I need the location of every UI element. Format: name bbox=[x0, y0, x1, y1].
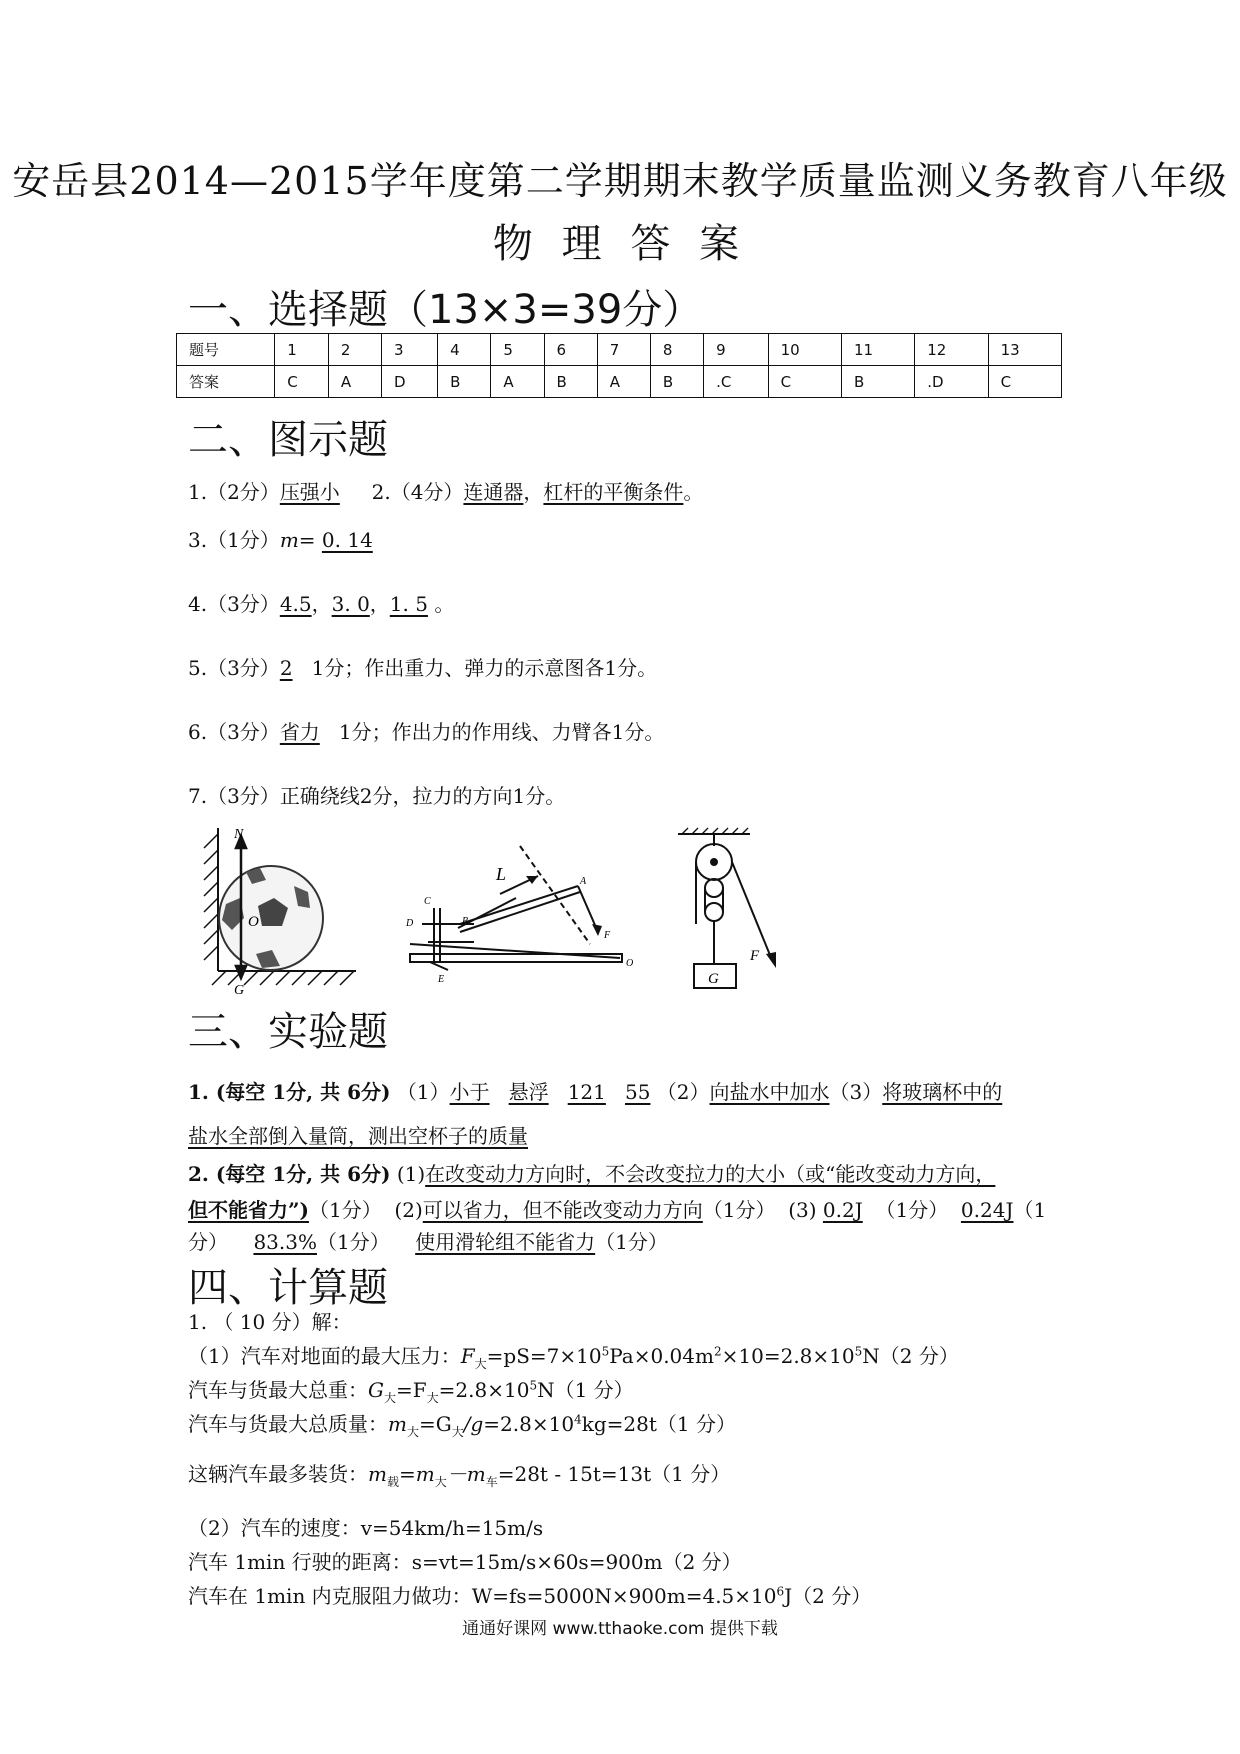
question-number: 1. (每空 1分, 共 6分) bbox=[188, 1080, 391, 1104]
calc-line-8 bbox=[188, 1580, 871, 1609]
calc-value: =pS=7×10 bbox=[486, 1344, 602, 1368]
section-heading-calculation: 四、计算题 bbox=[188, 1265, 388, 1311]
answer-text: 55 bbox=[624, 1080, 651, 1104]
score-note: （1分） bbox=[595, 1230, 668, 1254]
calc-value: ×10=2.8×10 bbox=[721, 1344, 855, 1368]
score-note: （1 bbox=[1013, 1198, 1047, 1222]
score-note: （1分） bbox=[702, 1198, 776, 1222]
answer-line-3-2b bbox=[188, 1194, 1046, 1223]
answer-text: 4.5 bbox=[279, 592, 312, 616]
table-cell: B bbox=[841, 366, 914, 398]
answer-text: 但不能省力”) bbox=[188, 1198, 309, 1222]
answer-text: 可以省力，但不能改变动力方向 bbox=[422, 1198, 703, 1222]
answer-text: 0.2J bbox=[822, 1198, 863, 1222]
answer-note: 1分；作出力的作用线、力臂各1分。 bbox=[338, 720, 665, 744]
page-subtitle: 物 理 答 案 bbox=[492, 221, 748, 267]
figure-label: E bbox=[438, 974, 445, 985]
calc-label: 汽车与货最大总重： bbox=[188, 1378, 368, 1402]
answer-text: 压强小 bbox=[279, 480, 340, 504]
figure-label: B bbox=[462, 916, 469, 927]
score-note: （1分） bbox=[316, 1230, 390, 1254]
page-footer: 通通好课网 www.tthaoke.com 提供下载 bbox=[462, 1619, 778, 1639]
answer-line-2-6 bbox=[188, 716, 664, 745]
answer-line-2-4 bbox=[188, 588, 454, 617]
answer-text: 省力 bbox=[279, 720, 320, 744]
calc-value: s=vt=15m/s×60s=900m（2 分） bbox=[411, 1550, 742, 1574]
table-cell: .C bbox=[704, 366, 769, 398]
answer-line-3-2a bbox=[188, 1158, 995, 1187]
score-note: （1分） bbox=[308, 1198, 382, 1222]
answer-text: 在改变动力方向时，不会改变拉力的大小（或“能改变动力方向， bbox=[425, 1162, 996, 1186]
figure-label: G bbox=[234, 983, 245, 996]
figure-label: D bbox=[406, 918, 414, 929]
ball-wall-figure bbox=[196, 826, 366, 996]
answer-text: 0. 14 bbox=[321, 528, 373, 552]
table-cell: C bbox=[768, 366, 841, 398]
answer-line-2-1 bbox=[188, 476, 703, 505]
punctuation: ， bbox=[311, 592, 332, 616]
table-cell: .D bbox=[915, 366, 988, 398]
answer-text: 悬浮 bbox=[508, 1080, 549, 1104]
table-cell: 5 bbox=[491, 334, 544, 366]
calc-label: （2）汽车的速度： bbox=[188, 1516, 361, 1540]
answer-text: 杠杆的平衡条件 bbox=[543, 480, 684, 504]
calc-line-6 bbox=[188, 1512, 543, 1541]
table-cell: B bbox=[650, 366, 703, 398]
question-number: 2.（4分） bbox=[371, 480, 464, 504]
answer-line-3-1b bbox=[188, 1120, 528, 1149]
subscript: 大 bbox=[426, 1391, 439, 1405]
punctuation: ， bbox=[523, 480, 544, 504]
page-title: 安岳县2014—2015学年度第二学期期末教学质量监测义务教育八年级 bbox=[12, 159, 1228, 203]
answer-line-2-5 bbox=[188, 652, 657, 681]
variable: m bbox=[388, 1412, 407, 1436]
calc-value: Pa×0.04m bbox=[609, 1344, 714, 1368]
table-cell: A bbox=[328, 366, 381, 398]
answer-note: 1分；作出重力、弹力的示意图各1分。 bbox=[311, 656, 658, 680]
exponent: 6 bbox=[776, 1584, 785, 1599]
equals: = bbox=[298, 528, 316, 552]
question-number: 4.（3分） bbox=[188, 592, 280, 616]
table-row-label: 答案 bbox=[177, 366, 275, 398]
calc-value: =G bbox=[418, 1412, 452, 1436]
variable: m bbox=[279, 528, 299, 552]
calc-line-7 bbox=[188, 1546, 742, 1575]
calc-value: =m bbox=[398, 1462, 435, 1486]
section-heading-choice: 一、选择题（13×3=39分） bbox=[188, 287, 703, 333]
table-cell: 10 bbox=[768, 334, 841, 366]
table-cell: 1 bbox=[275, 334, 329, 366]
answer-table bbox=[176, 333, 1062, 398]
table-cell: 7 bbox=[597, 334, 650, 366]
calc-label: 汽车 1min 行驶的距离： bbox=[188, 1550, 412, 1574]
figure-label: F bbox=[750, 948, 760, 964]
figure-label: L bbox=[496, 864, 507, 884]
score-note: 分） bbox=[188, 1230, 228, 1254]
exponent: 2 bbox=[713, 1344, 722, 1359]
figure-label: F bbox=[604, 930, 611, 941]
variable: m bbox=[368, 1462, 387, 1486]
table-cell: 9 bbox=[704, 334, 769, 366]
answer-text: 2 bbox=[279, 656, 293, 680]
section-heading-diagram: 二、图示题 bbox=[188, 417, 388, 463]
answer-line-3-1a bbox=[188, 1076, 1002, 1105]
table-row bbox=[177, 334, 1062, 366]
exponent: 4 bbox=[574, 1412, 582, 1427]
answer-text: 121 bbox=[567, 1080, 606, 1104]
subscript: 大 bbox=[474, 1357, 487, 1371]
calc-value: =28t - 15t=13t（1 分） bbox=[497, 1462, 731, 1486]
part-number: (3) bbox=[788, 1198, 817, 1222]
table-cell: 2 bbox=[328, 334, 381, 366]
table-cell: A bbox=[491, 366, 544, 398]
figure-label: O bbox=[626, 958, 634, 969]
table-cell: 8 bbox=[650, 334, 703, 366]
subscript: 载 bbox=[386, 1475, 399, 1489]
table-cell: 3 bbox=[382, 334, 438, 366]
calc-label: 汽车与货最大总质量： bbox=[188, 1412, 388, 1436]
part-number: (1) bbox=[396, 1162, 426, 1186]
figure-label: N bbox=[234, 827, 244, 842]
answer-text: 将玻璃杯中的 bbox=[882, 1080, 1003, 1104]
table-cell: 13 bbox=[988, 334, 1061, 366]
table-cell: C bbox=[988, 366, 1061, 398]
table-cell: B bbox=[438, 366, 491, 398]
lever-figure bbox=[400, 836, 640, 986]
table-cell: B bbox=[544, 366, 597, 398]
calc-value: N（2 分） bbox=[862, 1344, 959, 1368]
figure-label: A bbox=[580, 876, 587, 887]
answer-note: 正确绕线2分，拉力的方向1分。 bbox=[279, 784, 566, 808]
score-note: （1分） bbox=[875, 1198, 949, 1222]
punctuation: ， bbox=[369, 592, 390, 616]
exponent: 5 bbox=[601, 1344, 610, 1359]
answer-text: 使用滑轮组不能省力 bbox=[415, 1230, 596, 1254]
answer-line-2-3 bbox=[188, 524, 373, 553]
answer-line-3-2c bbox=[188, 1226, 668, 1255]
answer-text: 3. 0 bbox=[331, 592, 370, 616]
figure-label: G bbox=[708, 971, 719, 987]
section-heading-experiment: 三、实验题 bbox=[188, 1009, 388, 1055]
table-cell: A bbox=[597, 366, 650, 398]
table-cell: 11 bbox=[841, 334, 914, 366]
calc-value: －m bbox=[446, 1462, 486, 1486]
question-number: 6.（3分） bbox=[188, 720, 280, 744]
calc-line-5 bbox=[188, 1458, 730, 1490]
subscript: 大 bbox=[406, 1425, 419, 1439]
answer-text: 向盐水中加水 bbox=[709, 1080, 830, 1104]
calc-value: v=54km/h=15m/s bbox=[360, 1516, 544, 1540]
question-number: 7.（3分） bbox=[188, 784, 280, 808]
exponent: 5 bbox=[854, 1344, 863, 1359]
part-number: (2) bbox=[394, 1198, 423, 1222]
calc-value: =2.8×10 bbox=[438, 1378, 530, 1402]
calc-line-2 bbox=[188, 1340, 959, 1372]
table-cell: 6 bbox=[544, 334, 597, 366]
calc-line-1: 1. （ 10 分）解： bbox=[188, 1310, 352, 1334]
calc-label: 汽车在 1min 内克服阻力做功： bbox=[188, 1584, 472, 1608]
calc-label: 这辆汽车最多装货： bbox=[188, 1462, 368, 1486]
question-number: 2. (每空 1分, 共 6分) bbox=[188, 1162, 391, 1186]
variable: F bbox=[460, 1344, 475, 1368]
calc-value: W=fs=5000N×900m=4.5×10 bbox=[471, 1584, 777, 1608]
answer-text: 1. 5 bbox=[389, 592, 428, 616]
subscript: 大 bbox=[451, 1425, 464, 1439]
subscript: 大 bbox=[434, 1475, 447, 1489]
part-number: （2） bbox=[656, 1080, 710, 1104]
part-number: （3） bbox=[829, 1080, 883, 1104]
answer-text: 连通器 bbox=[463, 480, 524, 504]
answer-text: 0.24J bbox=[960, 1198, 1014, 1222]
answer-text: 83.3% bbox=[253, 1230, 317, 1254]
question-number: 5.（3分） bbox=[188, 656, 280, 680]
table-cell: D bbox=[382, 366, 438, 398]
question-number: 1.（2分） bbox=[188, 480, 280, 504]
question-number: 3.（1分） bbox=[188, 528, 280, 552]
calc-value: =F bbox=[396, 1378, 427, 1402]
table-cell: 4 bbox=[438, 334, 491, 366]
pulley-figure bbox=[674, 826, 804, 996]
subscript: 大 bbox=[383, 1391, 396, 1405]
punctuation: 。 bbox=[683, 480, 704, 504]
figure-label: C bbox=[424, 896, 431, 907]
calc-line-3 bbox=[188, 1374, 634, 1406]
exponent: 5 bbox=[529, 1378, 538, 1393]
variable: G bbox=[368, 1378, 384, 1402]
calc-value: J（2 分） bbox=[784, 1584, 872, 1608]
calc-line-4 bbox=[188, 1408, 736, 1440]
answer-text: 小于 bbox=[449, 1080, 490, 1104]
calc-label: （1）汽车对地面的最大压力： bbox=[188, 1344, 461, 1368]
answer-line-2-7 bbox=[188, 780, 565, 809]
table-cell: 12 bbox=[915, 334, 988, 366]
answer-text: 盐水全部倒入量筒，测出空杯子的质量 bbox=[188, 1124, 528, 1148]
variable: /g bbox=[463, 1412, 484, 1436]
table-row bbox=[177, 366, 1062, 398]
part-number: （1） bbox=[396, 1080, 450, 1104]
calc-value: kg=28t（1 分） bbox=[581, 1412, 736, 1436]
calc-value: N（1 分） bbox=[537, 1378, 634, 1402]
table-row-label: 题号 bbox=[177, 334, 275, 366]
table-cell: C bbox=[275, 366, 329, 398]
calc-value: =2.8×10 bbox=[483, 1412, 575, 1436]
subscript: 车 bbox=[485, 1475, 498, 1489]
figure-label: O bbox=[248, 914, 259, 930]
punctuation: 。 bbox=[434, 592, 455, 616]
